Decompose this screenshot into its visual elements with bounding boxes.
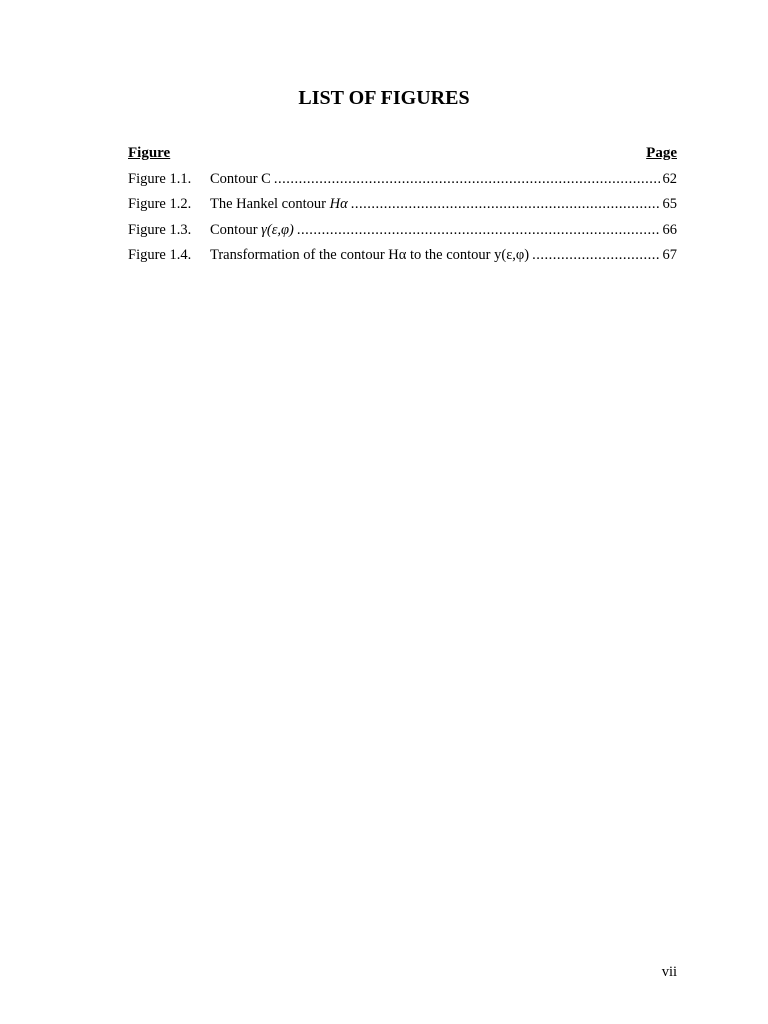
figure-number: Figure 1.2. (128, 196, 192, 213)
figure-title-math: Hα (329, 196, 348, 213)
figure-number: Figure 1.4. (128, 246, 192, 263)
figure-title: Transformation of the contour Hα to the contour y(ε,φ) (210, 246, 530, 263)
dot-leader (532, 246, 659, 264)
figure-title (210, 221, 294, 239)
page-title: LIST OF FIGURES (298, 87, 470, 109)
figure-entry-1-3[interactable] (128, 221, 677, 246)
figure-entry-1-2[interactable] (128, 195, 677, 220)
column-headers (128, 144, 677, 162)
figure-page-number: 62 (662, 171, 677, 187)
figure-number: Figure 1.1. (128, 171, 192, 187)
figure-entry-1-1[interactable] (128, 170, 677, 195)
figure-title: Contour C (210, 171, 271, 187)
figure-page-number: 67 (662, 246, 677, 263)
figure-column-header: Figure (128, 145, 171, 161)
dot-leader (297, 221, 660, 239)
dot-leader (274, 170, 660, 188)
figure-page-number: 66 (662, 221, 677, 238)
dot-leader (351, 195, 660, 213)
figure-title-text: Contour (210, 221, 262, 238)
figure-page-number: 65 (662, 196, 677, 213)
figure-title (210, 195, 348, 213)
figure-list (128, 170, 677, 271)
page-column-header: Page (646, 145, 677, 161)
figure-title-text: The Hankel contour (210, 196, 330, 213)
figure-number: Figure 1.3. (128, 221, 192, 238)
figure-title-math: γ(ε,φ) (261, 221, 294, 238)
page-footer-number: vii (661, 964, 677, 980)
figure-entry-1-4[interactable] (128, 246, 677, 271)
